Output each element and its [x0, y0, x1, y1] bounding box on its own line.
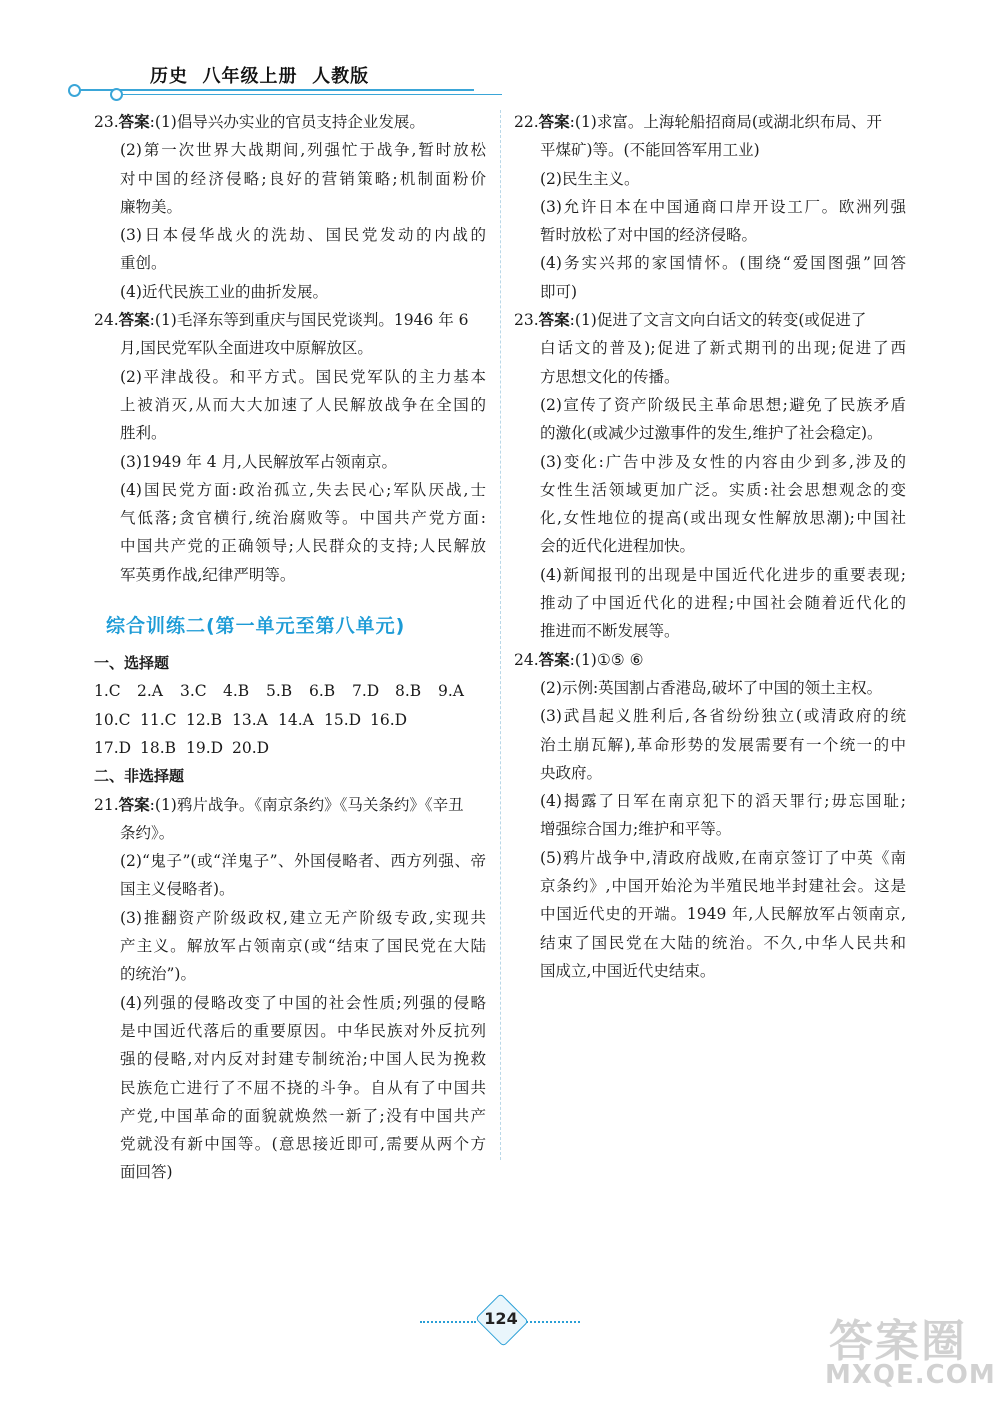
section-title: 综合训练二(第一单元至第八单元) [106, 615, 406, 638]
answer-continuation: 化,女性地位的提高(或出现女性解放思潮);中国社 [540, 509, 906, 528]
page-number: 124 [484, 1309, 518, 1328]
question-number: 23. [514, 311, 539, 330]
mc-answer: 5.B [266, 682, 293, 701]
mc-answer: 20.D [232, 738, 270, 757]
mc-answer: 17.D [94, 738, 132, 757]
answer-label: 答案 [118, 311, 150, 330]
answer-text: :(1)①⑤ ⑥ [569, 650, 644, 669]
answer-continuation: 女性生活领域更加广泛。实质:社会思想观念的变 [540, 480, 906, 499]
answer-continuation: 增强综合国力;维护和平等。 [540, 820, 732, 839]
mc-answer: 10.C [94, 710, 131, 729]
mc-row [94, 677, 486, 705]
answer-label: 答案 [538, 113, 570, 131]
answer-continuation: 即可) [540, 282, 578, 301]
answer-continuation: (4)列强的侵略改变了中国的社会性质;列强的侵略 [120, 993, 486, 1012]
mc-answers [94, 677, 486, 762]
answer-continuation: 的统治”)。 [120, 965, 196, 984]
answer-continuation: 军英勇作战,纪律严明等。 [120, 565, 296, 584]
answer-continuation: (3)1949 年 4 月,人民解放军占领南京。 [120, 452, 397, 471]
answer-continuation: (4)新闻报刊的出现是中国近代化进步的重要表现; [540, 565, 906, 584]
answer-continuation: 京条约》,中国开始沦为半殖民地半封建社会。这是 [540, 877, 906, 896]
mc-answer: 18.B [140, 738, 177, 757]
mc-answer: 6.B [309, 682, 336, 701]
footer-dots-left [420, 1321, 476, 1323]
answer-continuation: (5)鸦片战争中,清政府战败,在南京签订了中英《南 [540, 848, 906, 867]
watermark-url: MXQE.COM [825, 1360, 996, 1390]
answer-continuation: (2)宣传了资产阶级民主革命思想;避免了民族矛盾 [540, 395, 906, 414]
answer-continuation: 国成立,中国近代史结束。 [540, 961, 716, 980]
answer-continuation: 月,国民党军队全面进攻中原解放区。 [120, 339, 373, 358]
answer-continuation: (3)推翻资产阶级政权,建立无产阶级专政,实现共 [120, 908, 486, 927]
answer-continuation: 上被消灭,从而大大加速了人民解放战争在全国的 [120, 395, 486, 414]
answer-continuation: 暂时放松了对中国的经济侵略。 [540, 226, 758, 245]
answer-continuation: 产主义。解放军占领南京(或“结束了国民党在大陆 [120, 937, 486, 956]
mc-answer: 15.D [324, 710, 362, 729]
answer-continuation: (4)揭露了日军在南京犯下的滔天罪行;毋忘国耻; [540, 792, 906, 811]
answer-continuation: 气低落;贪官横行,统治腐败等。中国共产党方面: [120, 509, 486, 528]
mc-row [94, 734, 486, 762]
answer-continuation: 平煤矿)等。(不能回答军用工业) [540, 141, 760, 160]
answer-continuation: (2)平津战役。和平方式。国民党军队的主力基本 [120, 367, 486, 386]
answer-continuation: (4)国民党方面:政治孤立,失去民心;军队厌战,士 [120, 480, 486, 499]
header-circle-icon [68, 84, 81, 97]
answer-continuation: 国主义侵略者)。 [120, 880, 235, 899]
answer-continuation: 重创。 [120, 254, 167, 273]
answer-line [514, 646, 906, 674]
page-header [60, 58, 470, 108]
mc-answer: 2.A [137, 682, 163, 701]
answer-continuation: 廉物美。 [120, 197, 183, 216]
answer-continuation: 白话文的普及);促进了新式期刊的出现;促进了西 [540, 339, 906, 358]
answer-continuation: 是中国近代落后的重要原因。中华民族对外反抗列 [120, 1021, 486, 1040]
left-answers [94, 108, 486, 589]
mc-answer: 1.C [94, 682, 121, 701]
right-column [514, 108, 906, 985]
answer-continuation: 方思想文化的传播。 [540, 367, 680, 386]
mc-heading: 一、选择题 [94, 654, 170, 673]
answer-continuation: 的激化(或减少过激事件的发生,维护了社会稳定)。 [540, 424, 883, 443]
question-number: 22. [514, 113, 539, 131]
right-answers [514, 108, 906, 985]
mc-answer: 12.B [186, 710, 223, 729]
answer-text: :(1)求富。上海轮船招商局(或湖北织布局、开 [569, 113, 882, 131]
answer-label: 答案 [118, 795, 150, 814]
watermark-text: 答案圈 [829, 1316, 967, 1367]
header-title: 历史 八年级上册 人教版 [150, 66, 370, 87]
answer-text: :(1)毛泽东等到重庆与国民党谈判。1946 年 6 [149, 311, 469, 330]
answer-continuation: 胜利。 [120, 424, 167, 443]
answer-continuation: 党就没有新中国等。(意思接近即可,需要从两个方 [120, 1135, 486, 1154]
answer-line [94, 108, 486, 136]
mc-answer: 14.A [278, 710, 314, 729]
answer-continuation: 中国近代史的开端。1949 年,人民解放军占领南京, [540, 905, 906, 924]
mc-answer: 4.B [223, 682, 250, 701]
answer-continuation: (4)务实兴邦的家国情怀。(围绕“爱国图强”回答 [540, 254, 906, 273]
answer-line [94, 306, 486, 334]
answer-label: 答案 [118, 113, 150, 131]
answer-line [94, 791, 486, 819]
answer-continuation: (3)武昌起义胜利后,各省纷纷独立(或清政府的统 [540, 707, 906, 726]
question-number: 24. [514, 650, 539, 669]
mc-row [94, 706, 486, 734]
answer-continuation: 强的侵略,对内反对封建专制统治;中国人民为挽救 [120, 1050, 486, 1069]
nonmc-heading: 二、非选择题 [94, 767, 185, 786]
answer-continuation: (2)第一次世界大战期间,列强忙于战争,暂时放松 [120, 141, 486, 160]
answer-label: 答案 [538, 311, 570, 330]
mc-answer: 3.C [180, 682, 207, 701]
answer-continuation: 条约》。 [120, 823, 175, 842]
footer-dots-right [526, 1321, 580, 1323]
mc-answer: 16.D [370, 710, 408, 729]
answer-continuation: 会的近代化进程加快。 [540, 537, 696, 556]
header-rule-secondary [116, 94, 502, 95]
answer-continuation: (3)日本侵华战火的洗劫、国民党发动的内战的 [120, 226, 486, 245]
mc-answer: 8.B [395, 682, 422, 701]
left-answers-2 [94, 791, 486, 1187]
answer-continuation: 推进而不断发展等。 [540, 622, 680, 641]
answer-continuation: 面回答) [120, 1163, 173, 1182]
question-number: 21. [94, 795, 119, 814]
question-number: 24. [94, 311, 119, 330]
answer-continuation: 治土崩瓦解),革命形势的发展需要有一个统一的中 [540, 735, 906, 754]
answer-continuation: (2)示例:英国割占香港岛,破坏了中国的领土主权。 [540, 678, 883, 697]
header-circle-icon [110, 88, 123, 101]
mc-answer: 19.D [186, 738, 224, 757]
answer-continuation: 产党,中国革命的面貌就焕然一新了;没有中国共产 [120, 1106, 486, 1125]
header-rule [74, 89, 474, 91]
answer-line [514, 306, 906, 334]
question-number: 23. [94, 113, 119, 131]
answer-continuation: (4)近代民族工业的曲折发展。 [120, 282, 328, 301]
answer-line [514, 108, 906, 136]
answer-continuation: 民族危亡进行了不屈不挠的斗争。自从有了中国共 [120, 1078, 486, 1097]
answer-label: 答案 [538, 650, 570, 669]
answer-continuation: 对中国的经济侵略;良好的营销策略;机制面粉价 [120, 169, 486, 188]
column-divider [500, 110, 501, 1160]
left-column [94, 108, 486, 1187]
answer-continuation: (3)变化:广告中涉及女性的内容由少到多,涉及的 [540, 452, 906, 471]
mc-answer: 13.A [232, 710, 268, 729]
watermark-logo [815, 1305, 995, 1395]
answer-continuation: 结束了国民党在大陆的统治。不久,中华人民共和 [540, 933, 906, 952]
answer-text: :(1)促进了文言文向白话文的转变(或促进了 [569, 311, 867, 330]
mc-answer: 9.A [438, 682, 464, 701]
page-footer [420, 1300, 580, 1340]
answer-continuation: (2)“鬼子”(或“洋鬼子”、外国侵略者、西方列强、帝 [120, 852, 486, 871]
mc-answer: 7.D [352, 682, 380, 701]
mc-answer: 11.C [140, 710, 177, 729]
answer-text: :(1)鸦片战争。《南京条约》《马关条约》《辛丑 [149, 795, 464, 814]
answer-continuation: 中国共产党的正确领导;人民群众的支持;人民解放 [120, 537, 486, 556]
answer-continuation: 推动了中国近代化的进程;中国社会随着近代化的 [540, 594, 906, 613]
answer-continuation: 央政府。 [540, 763, 603, 782]
answer-text: :(1)倡导兴办实业的官员支持企业发展。 [149, 113, 425, 131]
answer-continuation: (2)民生主义。 [540, 169, 640, 188]
answer-continuation: (3)允许日本在中国通商口岸开设工厂。欧洲列强 [540, 197, 906, 216]
